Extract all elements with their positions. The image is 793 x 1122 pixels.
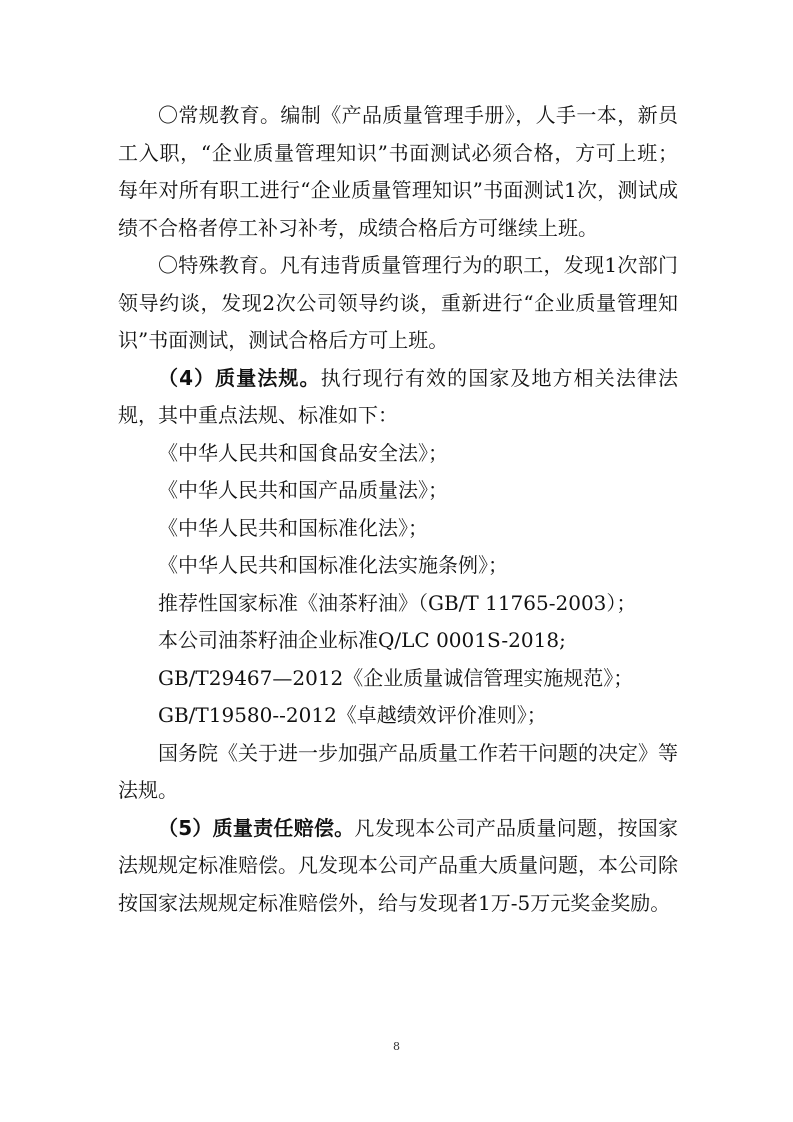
law-item: 《中华人民共和国产品质量法》； xyxy=(158,478,448,502)
law-item: GB/T29467—2012《企业质量诚信管理实施规范》； xyxy=(158,665,634,690)
paragraph-special-education: 〇特殊教育。凡有违背质量管理行为的职工，发现1次部门领导约谈，发现2次公司领导约谈，重新进行“企业质量管理知识”书面测试，测试合格后方可上班。 xyxy=(118,253,678,352)
heading-compensation: （5）质量责任赔偿。 xyxy=(158,815,355,840)
quality-laws-intro: 执行现行有效的国家及地方相关法律法规，其中重点法规、标准如下： xyxy=(118,365,678,427)
compensation-body: 凡发现本公司产品质量问题，按国家法规规定标准赔偿。凡发现本公司产品重大质量问题，本公司除按国家法规规定标准赔偿外，给与发现者1万-5万元奖金奖励。 xyxy=(118,815,679,915)
law-item: GB/T19580--2012《卓越绩效评价准则》； xyxy=(158,703,547,727)
heading-quality-laws: （4）质量法规。 xyxy=(158,365,321,390)
paragraph-routine-education: 〇常规教育。编制《产品质量管理手册》，人手一本，新员工入职，“企业质量管理知识”书面测试必须合格，方可上班；每年对所有职工进行“企业质量管理知识”书面测试1次，测试成绩不合格者停工补习补考，成绩合格后方可继续上班。 xyxy=(118,103,678,240)
law-item: 本公司油茶籽油企业标准Q/LC 0001S-2018; xyxy=(158,628,566,652)
law-item: 《中华人民共和国食品安全法》； xyxy=(158,440,448,465)
body-text xyxy=(118,97,678,922)
law-item: 国务院《关于进一步加强产品质量工作若干问题的决定》等法规。 xyxy=(118,740,678,802)
law-item: 推荐性国家标准《油茶籽油》（GB/T 11765-2003）； xyxy=(158,590,637,615)
page-number: 8 xyxy=(393,1040,400,1053)
law-item: 《中华人民共和国标准化法实施条例》； xyxy=(158,553,508,577)
paragraph-compensation xyxy=(118,810,678,923)
paragraph-quality-laws xyxy=(118,360,678,435)
law-item: 《中华人民共和国标准化法》； xyxy=(158,515,428,540)
